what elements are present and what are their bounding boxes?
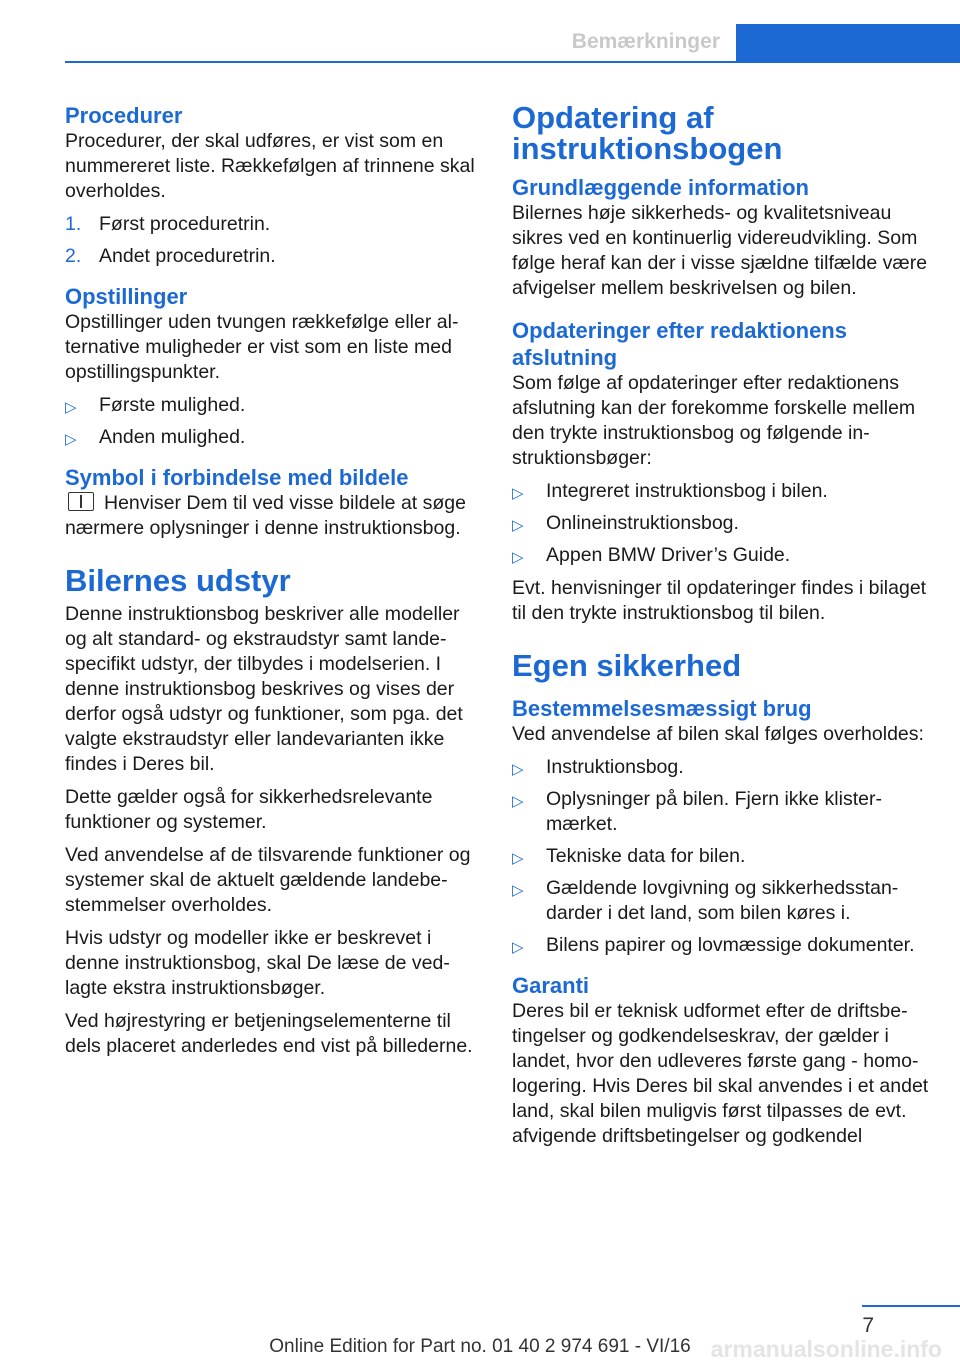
garanti-heading: Garanti [512,973,590,998]
paragraph: Ved højrestyring er betjeningselementerne til dels placeret anderledes end vist på billederne. [65,1010,473,1057]
procedurer-text: Procedurer, der skal udføres, er vist som en nummereret liste. Rækkefølgen af trinnene skal overholdes. [65,130,475,202]
bullet-list [512,755,932,958]
paragraph: Dette gælder også for sikkerhedsrelevante funktioner og systemer. [65,786,433,833]
bullet-triangle-icon: ▷ [512,761,524,778]
grundlaeggende-heading: Grundlæggende information [512,175,809,200]
header-tab [736,24,960,62]
bullet-triangle-icon: ▷ [65,431,77,448]
section-udstyr [65,565,480,1059]
udstyr-heading: Bilernes udstyr [65,563,291,598]
procedure-list [65,212,480,269]
paragraph: Ved anvendelse af de tilsvarende funktioner og systemer skal de aktuelt gældende landebestemmelser overholdes. [65,844,471,916]
header-title: Bemærkninger [571,30,720,53]
procedure-step [65,244,480,269]
step-text: Andet proceduretrin. [99,245,276,267]
step-number: 1. [65,213,82,235]
list-item: ▷ Gældende lovgivning og sikkerhedsstandarder i det land, som bilen køres i. [512,877,899,924]
list-item: ▷ Onlineinstruktionsbog. [512,511,932,536]
list-item: ▷ Bilens papirer og lovmæssige dokumenter. [512,933,932,958]
opdatering-heading: Opdatering af instruktionsbogen [512,100,783,166]
bullet-triangle-icon: ▷ [512,882,524,899]
garanti-text: Deres bil er teknisk udformet efter de driftsbetingelser og godkendelseskrav, der gælder i landet, hvor den udleveres første gang - homologering. Hvis Deres bil skal anvendes i et andet land, skal bilen muligvis først tilpasses de evt. afvigende driftsbetingelser og godkendel [512,1000,929,1147]
symbol-heading: Symbol i forbindelse med bildele [65,465,409,490]
section-sikkerhed [512,650,932,1149]
bullet-triangle-icon: ▷ [65,399,77,416]
section-opstillinger [65,283,480,450]
section-procedurer [65,102,480,269]
sikkerhed-heading: Egen sikkerhed [512,648,742,683]
bilag-text: Evt. henvisninger til opdateringer findes i bilaget til den trykte instruktionsbog til bilen. [512,577,927,624]
bullet-triangle-icon: ▷ [512,939,524,956]
paragraph: Hvis udstyr og modeller ikke er beskrevet i denne instruktionsbog, skal De læse de vedlagte ekstra instruktionsbøger. [65,927,450,999]
right-column [512,102,932,1157]
left-column [65,102,480,1067]
watermark: armanualsonline.info [710,1336,942,1362]
grundlaeggende-text: Bilernes høje sikkerheds- og kvalitetsniveau sikres ved en kontinuerlig videreudvikling. Som følge heraf kan der i visse sjældne tilfælde være afvigelser mellem beskrivelsen og bilen. [512,202,928,299]
opdateringer-text: Som følge af opdateringer efter redaktionens afslutning kan der forekomme forskelle mellem den trykte instruktionsbog og følgende instruktionsbøger: [512,372,916,469]
opstillinger-heading: Opstillinger [65,284,188,309]
procedurer-heading: Procedurer [65,103,183,128]
list-item: ▷ Første mulighed. [65,393,480,418]
list-item: ▷ Anden mulighed. [65,425,480,450]
list-item: ▷ Oplysninger på bilen. Fjern ikke klistermærket. [512,788,882,835]
list-item: ▷ Instruktionsbog. [512,755,932,780]
list-item: ▷ Integreret instruktionsbog i bilen. [512,479,932,504]
bullet-list [512,479,932,568]
paragraph: Denne instruktionsbog beskriver alle modeller og alt standard- og ekstraudstyr samt landespecifikt udstyr, der tilbydes i modelserien. I denne instruktionsbog beskrives og vises der derfor også udstyr og funktioner, som pga. det valgte ekstraudstyr eller landevarianten ikke findes i Deres bil. [65,603,463,775]
section-symbol [65,464,480,541]
symbol-paragraph [65,491,480,541]
step-text: Først proceduretrin. [99,213,271,235]
page-number: 7 [862,1314,874,1337]
section-opdatering [512,102,932,626]
opstillinger-text: Opstillinger uden tvungen rækkefølge eller alternative muligheder er vist som en liste med opstillingspunkter. [65,311,459,383]
procedure-step [65,212,480,237]
bestemmelse-text: Ved anvendelse af bilen skal følges overholdes: [512,723,924,745]
list-item: ▷ Tekniske data for bilen. [512,844,932,869]
symbol-text: Henviser Dem til ved visse bildele at søge nærmere oplysninger i denne instruktionsbog. [65,492,466,539]
step-number: 2. [65,245,82,267]
bullet-triangle-icon: ▷ [512,549,524,566]
bullet-triangle-icon: ▷ [512,485,524,502]
bullet-triangle-icon: ▷ [512,793,524,810]
book-icon [68,492,94,511]
bullet-triangle-icon: ▷ [512,517,524,534]
opdateringer-heading: Opdateringer efter redaktionens afslutning [512,318,847,370]
bullet-triangle-icon: ▷ [512,850,524,867]
bestemmelse-heading: Bestemmelsesmæssigt brug [512,696,812,721]
page-number-rule [862,1305,960,1307]
footer-edition: Online Edition for Part no. 01 40 2 974 691 - VI/16 [269,1336,691,1357]
bullet-list [65,393,480,450]
list-item: ▷ Appen BMW Driver’s Guide. [512,543,932,568]
